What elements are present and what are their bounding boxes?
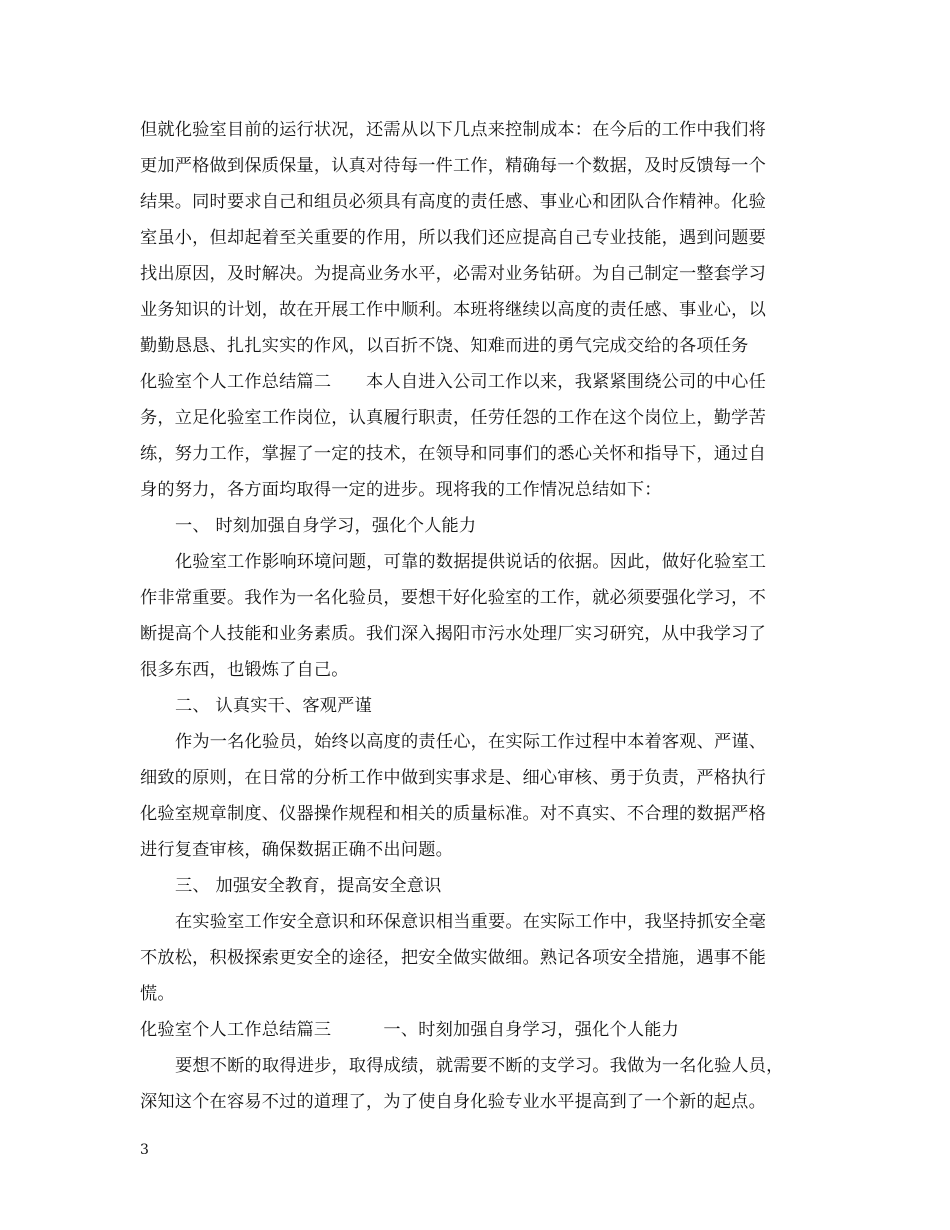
body-text-line: 作非常重要。我作为一名化验员，要想干好化验室的工作，就必须要强化学习，不 xyxy=(140,588,766,608)
body-text-line: 结果。同时要求自己和组员必须具有高度的责任感、事业心和团队合作精神。化验 xyxy=(140,192,766,212)
body-text-line: 务，立足化验室工作岗位，认真履行职责，任劳任怨的工作在这个岗位上，勤学苦 xyxy=(140,408,766,428)
body-text-line: 慌。 xyxy=(140,984,175,1004)
section-heading: 一、 时刻加强自身学习，强化个人能力 xyxy=(175,516,477,536)
page-number: 3 xyxy=(140,1142,149,1158)
body-text-line: 很多东西，也锻炼了自己。 xyxy=(140,660,349,680)
body-text-line: 深知这个在容易不过的道理了，为了使自身化验专业水平提高到了一个新的起点。 xyxy=(140,1092,766,1112)
body-text-line: 化验室规章制度、仪器操作规程和相关的质量标准。对不真实、不合理的数据严格 xyxy=(140,804,766,824)
body-text-line: 室虽小，但却起着至关重要的作用，所以我们还应提高自己专业技能，遇到问题要 xyxy=(140,228,766,248)
body-text-line: 作为一名化验员，始终以高度的责任心，在实际工作过程中本着客观、严谨、 xyxy=(175,732,767,752)
body-text-line: 进行复查审核，确保数据正确不出问题。 xyxy=(140,840,453,860)
body-text-line: 找出原因，及时解决。为提高业务水平，必需对业务钻研。为自己制定一整套学习 xyxy=(140,264,766,284)
body-text-line: 但就化验室目前的运行状况，还需从以下几点来控制成本：在今后的工作中我们将 xyxy=(140,120,766,140)
body-text-line: 在实验室工作安全意识和环保意识相当重要。在实际工作中，我坚持抓安全毫 xyxy=(175,912,767,932)
body-text-line: 不放松，积极探索更安全的途径，把安全做实做细。熟记各项安全措施，遇事不能 xyxy=(140,948,766,968)
body-text-line: 化验室工作影响环境问题，可靠的数据提供说话的依据。因此，做好化验室工 xyxy=(175,552,767,572)
body-text-line: 要想不断的取得进步，取得成绩，就需要不断的支学习。我做为一名化验人员， xyxy=(175,1056,784,1076)
section-heading: 二、 认真实干、客观严谨 xyxy=(175,696,372,716)
section-title-line: 化验室个人工作总结篇二 本人自进入公司工作以来，我紧紧围绕公司的中心任 xyxy=(140,372,766,392)
body-text-line: 更加严格做到保质保量，认真对待每一件工作，精确每一个数据，及时反馈每一个 xyxy=(140,156,766,176)
body-text-line: 练，努力工作，掌握了一定的技术，在领导和同事们的悉心关怀和指导下，通过自 xyxy=(140,444,766,464)
body-text-line: 身的努力，各方面均取得一定的进步。现将我的工作情况总结如下： xyxy=(140,480,662,500)
body-text-line: 断提高个人技能和业务素质。我们深入揭阳市污水处理厂实习研究，从中我学习了 xyxy=(140,624,766,644)
section-title-line: 化验室个人工作总结篇三 一、时刻加强自身学习，强化个人能力 xyxy=(140,1020,680,1040)
body-text-line: 细致的原则，在日常的分析工作中做到实事求是、细心审核、勇于负责，严格执行 xyxy=(140,768,766,788)
section-heading: 三、 加强安全教育，提高安全意识 xyxy=(175,876,442,896)
body-text-line: 勤勤恳恳、扎扎实实的作风，以百折不饶、知难而进的勇气完成交给的各项任务 xyxy=(140,336,749,356)
body-text-line: 业务知识的计划，故在开展工作中顺利。本班将继续以高度的责任感、事业心，以 xyxy=(140,300,766,320)
